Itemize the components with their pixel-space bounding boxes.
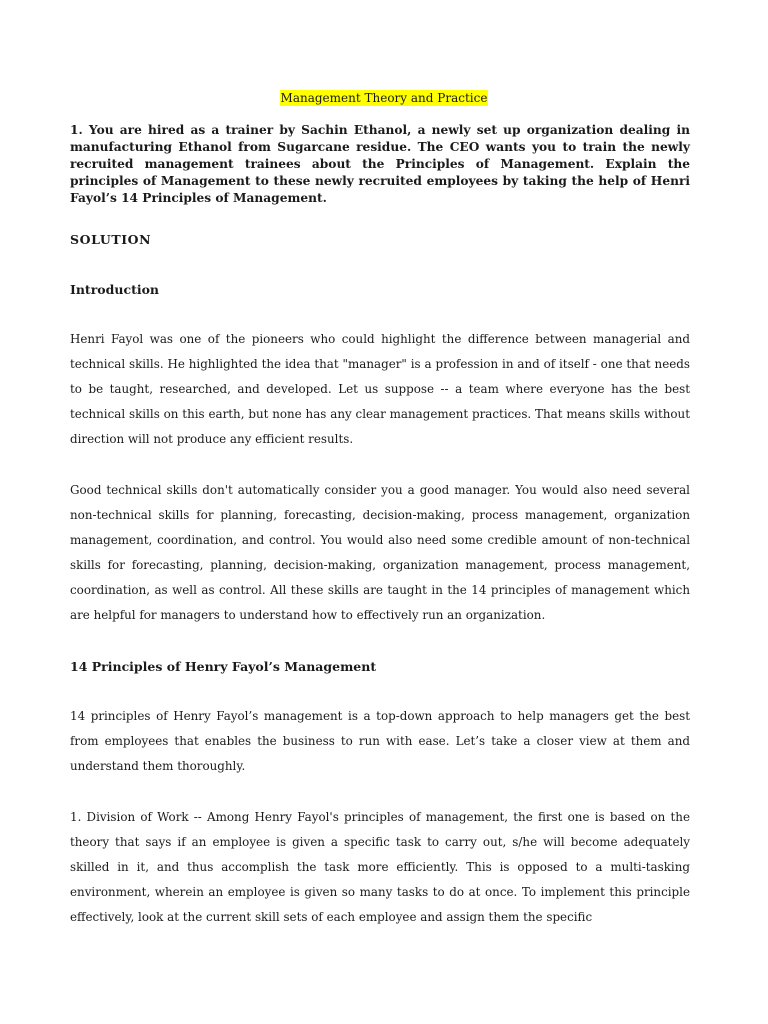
title-container xyxy=(0,87,768,106)
principle-1-paragraph: 1. Division of Work -- Among Henry Fayol's principles of management, the first one is based on the theory that says if an employee is given a specific task to carry out, s/he will become adequately skilled in it, and thus accomplish the task more efficiently. This is opposed to a multi-tasking environment, wherein an employee is given so many tasks to do at once. To implement this principle effectively, look at the current skill sets of each employee and assign them the specific xyxy=(70,810,690,924)
assignment-question: 1. You are hired as a trainer by Sachin Ethanol, a newly set up organization dealing in manufacturing Ethanol from Sugarcane residue. The CEO wants you to train the newly recruited management trainees about the Principles of Management. Explain the principles of Management to these newly recruited employees by taking the help of Henri Fayol’s 14 Principles of Management. xyxy=(70,123,690,205)
document-title: Management Theory and Practice xyxy=(280,91,488,105)
principles-heading: 14 Principles of Henry Fayol’s Management xyxy=(70,659,377,674)
introduction-paragraph-2: Good technical skills don't automatically consider you a good manager. You would also need several non-technical skills for planning, forecasting, decision-making, process management, organization management, coordination, and control. You would also need some credible amount of non-technical skills for forecasting, planning, decision-making, organization management, process management, coordination, as well as control. All these skills are taught in the 14 principles of management which are helpful for managers to understand how to effectively run an organization. xyxy=(70,483,690,622)
principles-intro-paragraph: 14 principles of Henry Fayol’s management is a top-down approach to help managers get the best from employees that enables the business to run with ease. Let’s take a closer view at them and understand them thoroughly. xyxy=(70,709,690,773)
introduction-paragraph-1: Henri Fayol was one of the pioneers who could highlight the difference between managerial and technical skills. He highlighted the idea that "manager" is a profession in and of itself - one that needs to be taught, researched, and developed. Let us suppose -- a team where everyone has the best technical skills on this earth, but none has any clear management practices. That means skills without direction will not produce any efficient results. xyxy=(70,332,690,446)
introduction-heading: Introduction xyxy=(70,282,160,297)
solution-heading: SOLUTION xyxy=(70,232,152,247)
